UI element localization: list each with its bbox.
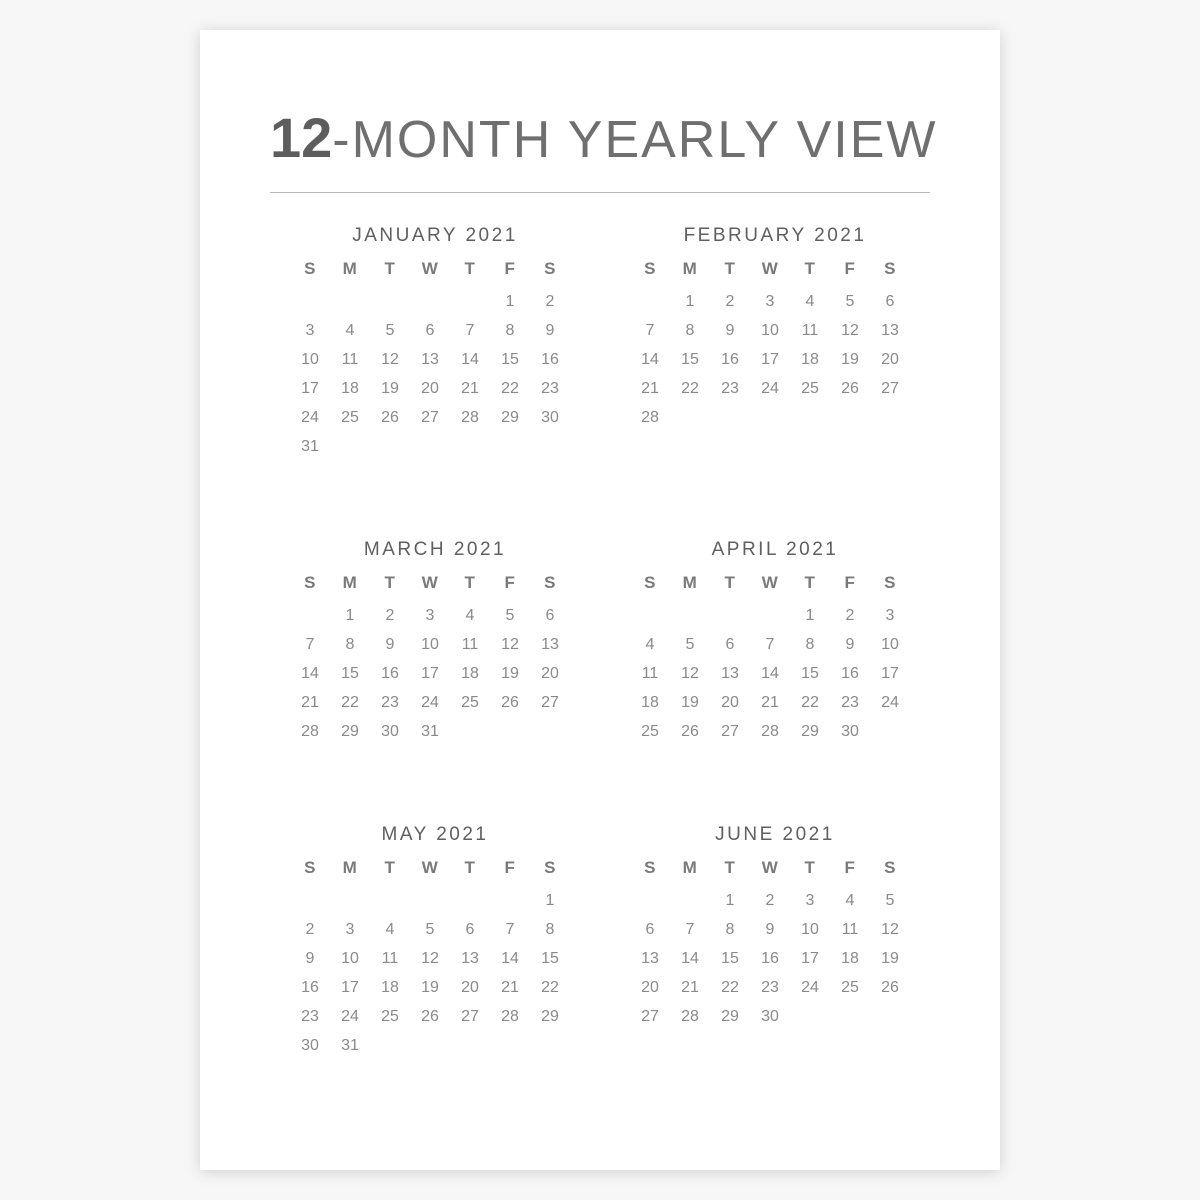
day-cell[interactable]: 26 bbox=[421, 1008, 439, 1025]
month-name: APRIL 2021 bbox=[711, 539, 839, 560]
months-grid bbox=[260, 225, 940, 1060]
weekday-header: T bbox=[464, 858, 476, 877]
days-grid bbox=[260, 287, 600, 461]
day-cell[interactable]: 7 bbox=[645, 322, 655, 339]
weekday-header: W bbox=[761, 858, 779, 877]
month-name: MARCH 2021 bbox=[363, 539, 507, 560]
day-cell[interactable]: 19 bbox=[841, 351, 859, 368]
day-cell[interactable]: 16 bbox=[301, 979, 319, 996]
title-label: -MONTH YEARLY VIEW bbox=[332, 111, 938, 169]
day-cell[interactable]: 15 bbox=[801, 665, 819, 682]
day-cell[interactable]: 4 bbox=[385, 921, 395, 938]
weekday-header: S bbox=[884, 573, 896, 592]
day-cell[interactable]: 2 bbox=[765, 892, 775, 909]
day-cell[interactable]: 7 bbox=[305, 636, 315, 653]
month-block bbox=[260, 824, 600, 1060]
day-cell[interactable]: 21 bbox=[501, 979, 519, 996]
day-cell[interactable]: 7 bbox=[505, 921, 515, 938]
month-name: FEBRUARY 2021 bbox=[683, 225, 867, 246]
day-cell-empty bbox=[710, 601, 750, 630]
weekday-header: T bbox=[804, 858, 816, 877]
day-cell[interactable]: 19 bbox=[681, 694, 699, 711]
weekday-header-row bbox=[260, 573, 600, 593]
month-block bbox=[600, 225, 940, 461]
weekday-header: S bbox=[304, 573, 316, 592]
month-block bbox=[600, 824, 940, 1060]
day-cell[interactable]: 6 bbox=[645, 921, 655, 938]
day-cell[interactable]: 10 bbox=[881, 636, 899, 653]
day-cell[interactable]: 9 bbox=[725, 322, 735, 339]
day-cell-empty bbox=[330, 287, 370, 316]
day-cell[interactable]: 26 bbox=[381, 409, 399, 426]
day-cell[interactable]: 17 bbox=[881, 665, 899, 682]
day-cell[interactable]: 17 bbox=[801, 950, 819, 967]
day-cell[interactable]: 4 bbox=[345, 322, 355, 339]
day-cell[interactable]: 28 bbox=[681, 1008, 699, 1025]
day-cell[interactable]: 31 bbox=[301, 438, 319, 455]
day-cell[interactable]: 11 bbox=[641, 665, 659, 682]
weekday-header: S bbox=[304, 858, 316, 877]
day-cell[interactable]: 28 bbox=[301, 723, 319, 740]
day-cell[interactable]: 25 bbox=[641, 723, 659, 740]
day-cell[interactable]: 4 bbox=[805, 293, 815, 310]
day-cell-empty bbox=[410, 886, 450, 915]
day-cell[interactable]: 12 bbox=[881, 921, 899, 938]
day-cell[interactable]: 5 bbox=[385, 322, 395, 339]
day-cell-empty bbox=[370, 886, 410, 915]
page-title bbox=[270, 105, 938, 170]
day-cell[interactable]: 9 bbox=[545, 322, 555, 339]
day-cell[interactable]: 29 bbox=[341, 723, 359, 740]
day-cell[interactable]: 30 bbox=[761, 1008, 779, 1025]
day-cell[interactable]: 19 bbox=[501, 665, 519, 682]
day-cell[interactable]: 16 bbox=[721, 351, 739, 368]
day-cell[interactable]: 27 bbox=[881, 380, 899, 397]
day-cell[interactable]: 13 bbox=[721, 665, 739, 682]
day-cell[interactable]: 10 bbox=[341, 950, 359, 967]
day-cell[interactable]: 19 bbox=[881, 950, 899, 967]
day-cell[interactable]: 22 bbox=[801, 694, 819, 711]
weekday-header: S bbox=[644, 858, 656, 877]
day-cell[interactable]: 2 bbox=[725, 293, 735, 310]
weekday-header: T bbox=[724, 259, 736, 278]
weekday-header: S bbox=[644, 259, 656, 278]
day-cell[interactable]: 11 bbox=[461, 636, 479, 653]
weekday-header-row bbox=[260, 858, 600, 878]
day-cell[interactable]: 25 bbox=[801, 380, 819, 397]
day-cell[interactable]: 9 bbox=[845, 636, 855, 653]
day-cell[interactable]: 7 bbox=[465, 322, 475, 339]
weekday-header-row bbox=[260, 259, 600, 279]
day-cell[interactable]: 5 bbox=[505, 607, 515, 624]
month-block bbox=[260, 225, 600, 461]
day-cell[interactable]: 25 bbox=[341, 409, 359, 426]
day-cell[interactable]: 6 bbox=[885, 293, 895, 310]
day-cell[interactable]: 16 bbox=[841, 665, 859, 682]
day-cell[interactable]: 22 bbox=[721, 979, 739, 996]
weekday-header: M bbox=[342, 573, 358, 592]
day-cell[interactable]: 24 bbox=[761, 380, 779, 397]
day-cell[interactable]: 25 bbox=[841, 979, 859, 996]
day-cell-empty bbox=[630, 287, 670, 316]
weekday-header: F bbox=[504, 858, 516, 877]
day-cell[interactable]: 24 bbox=[341, 1008, 359, 1025]
day-cell[interactable]: 2 bbox=[845, 607, 855, 624]
day-cell[interactable]: 1 bbox=[725, 892, 735, 909]
day-cell[interactable]: 14 bbox=[461, 351, 479, 368]
day-cell[interactable]: 30 bbox=[301, 1037, 319, 1054]
day-cell[interactable]: 27 bbox=[721, 723, 739, 740]
day-cell[interactable]: 11 bbox=[801, 322, 819, 339]
day-cell[interactable]: 15 bbox=[501, 351, 519, 368]
day-cell[interactable]: 14 bbox=[681, 950, 699, 967]
days-grid bbox=[260, 886, 600, 1060]
day-cell[interactable]: 15 bbox=[541, 950, 559, 967]
day-cell[interactable]: 23 bbox=[721, 380, 739, 397]
day-cell[interactable]: 11 bbox=[341, 351, 359, 368]
day-cell[interactable]: 16 bbox=[541, 351, 559, 368]
day-cell[interactable]: 12 bbox=[501, 636, 519, 653]
day-cell[interactable]: 20 bbox=[641, 979, 659, 996]
weekday-header: S bbox=[544, 858, 556, 877]
day-cell[interactable]: 10 bbox=[301, 351, 319, 368]
day-cell[interactable]: 8 bbox=[505, 322, 515, 339]
day-cell-empty bbox=[630, 886, 670, 915]
day-cell-empty bbox=[330, 886, 370, 915]
day-cell[interactable]: 11 bbox=[841, 921, 859, 938]
day-cell-empty bbox=[410, 287, 450, 316]
day-cell[interactable]: 6 bbox=[425, 322, 435, 339]
weekday-header: M bbox=[682, 573, 698, 592]
day-cell[interactable]: 29 bbox=[801, 723, 819, 740]
days-grid bbox=[260, 601, 600, 746]
day-cell[interactable]: 18 bbox=[341, 380, 359, 397]
day-cell-empty bbox=[630, 601, 670, 630]
day-cell[interactable]: 25 bbox=[461, 694, 479, 711]
days-grid bbox=[600, 287, 940, 432]
day-cell[interactable]: 18 bbox=[381, 979, 399, 996]
day-cell[interactable]: 4 bbox=[465, 607, 475, 624]
day-cell[interactable]: 2 bbox=[545, 293, 555, 310]
title-text bbox=[270, 105, 938, 170]
day-cell[interactable]: 25 bbox=[381, 1008, 399, 1025]
day-cell[interactable]: 29 bbox=[501, 409, 519, 426]
month-block bbox=[260, 539, 600, 746]
day-cell[interactable]: 8 bbox=[805, 636, 815, 653]
day-cell[interactable]: 26 bbox=[501, 694, 519, 711]
weekday-header: T bbox=[804, 573, 816, 592]
day-cell-empty bbox=[290, 287, 330, 316]
day-cell[interactable]: 28 bbox=[641, 409, 659, 426]
day-cell[interactable]: 19 bbox=[381, 380, 399, 397]
day-cell[interactable]: 7 bbox=[765, 636, 775, 653]
day-cell[interactable]: 6 bbox=[465, 921, 475, 938]
day-cell[interactable]: 6 bbox=[725, 636, 735, 653]
weekday-header: F bbox=[844, 858, 856, 877]
day-cell[interactable]: 9 bbox=[305, 950, 315, 967]
weekday-header: W bbox=[761, 259, 779, 278]
day-cell[interactable]: 28 bbox=[501, 1008, 519, 1025]
day-cell[interactable]: 7 bbox=[685, 921, 695, 938]
day-cell[interactable]: 18 bbox=[461, 665, 479, 682]
day-cell[interactable]: 22 bbox=[341, 694, 359, 711]
day-cell[interactable]: 3 bbox=[805, 892, 815, 909]
day-cell[interactable]: 18 bbox=[641, 694, 659, 711]
day-cell[interactable]: 23 bbox=[761, 979, 779, 996]
day-cell[interactable]: 15 bbox=[681, 351, 699, 368]
day-cell[interactable]: 19 bbox=[421, 979, 439, 996]
day-cell[interactable]: 21 bbox=[681, 979, 699, 996]
day-cell[interactable]: 14 bbox=[501, 950, 519, 967]
day-cell[interactable]: 21 bbox=[641, 380, 659, 397]
day-cell[interactable]: 3 bbox=[425, 607, 435, 624]
day-cell[interactable]: 24 bbox=[301, 409, 319, 426]
weekday-header: T bbox=[804, 259, 816, 278]
weekday-header: T bbox=[724, 858, 736, 877]
day-cell[interactable]: 11 bbox=[381, 950, 399, 967]
day-cell[interactable]: 17 bbox=[761, 351, 779, 368]
weekday-header: S bbox=[884, 858, 896, 877]
weekday-header-row bbox=[600, 858, 940, 878]
day-cell[interactable]: 29 bbox=[721, 1008, 739, 1025]
day-cell-empty bbox=[450, 287, 490, 316]
day-cell[interactable]: 23 bbox=[841, 694, 859, 711]
weekday-header: M bbox=[342, 858, 358, 877]
day-cell[interactable]: 30 bbox=[841, 723, 859, 740]
day-cell-empty bbox=[670, 886, 710, 915]
day-cell[interactable]: 27 bbox=[541, 694, 559, 711]
day-cell[interactable]: 17 bbox=[341, 979, 359, 996]
day-cell[interactable]: 24 bbox=[801, 979, 819, 996]
day-cell[interactable]: 31 bbox=[341, 1037, 359, 1054]
day-cell[interactable]: 17 bbox=[301, 380, 319, 397]
day-cell[interactable]: 14 bbox=[301, 665, 319, 682]
day-cell[interactable]: 1 bbox=[685, 293, 695, 310]
day-cell[interactable]: 14 bbox=[641, 351, 659, 368]
weekday-header: W bbox=[761, 573, 779, 592]
day-cell[interactable]: 5 bbox=[885, 892, 895, 909]
weekday-header: F bbox=[504, 573, 516, 592]
day-cell-empty bbox=[450, 886, 490, 915]
day-cell[interactable]: 3 bbox=[765, 293, 775, 310]
weekday-header: M bbox=[682, 259, 698, 278]
day-cell[interactable]: 18 bbox=[801, 351, 819, 368]
weekday-header: F bbox=[844, 259, 856, 278]
day-cell[interactable]: 4 bbox=[845, 892, 855, 909]
day-cell[interactable]: 2 bbox=[305, 921, 315, 938]
day-cell[interactable]: 30 bbox=[381, 723, 399, 740]
day-cell[interactable]: 10 bbox=[421, 636, 439, 653]
calendar-sheet bbox=[200, 30, 1000, 1170]
day-cell[interactable]: 10 bbox=[801, 921, 819, 938]
day-cell[interactable]: 14 bbox=[761, 665, 779, 682]
weekday-header: M bbox=[682, 858, 698, 877]
day-cell[interactable]: 26 bbox=[881, 979, 899, 996]
day-cell[interactable]: 23 bbox=[381, 694, 399, 711]
day-cell[interactable]: 13 bbox=[641, 950, 659, 967]
day-cell[interactable]: 20 bbox=[421, 380, 439, 397]
day-cell[interactable]: 12 bbox=[421, 950, 439, 967]
day-cell[interactable]: 3 bbox=[345, 921, 355, 938]
day-cell[interactable]: 20 bbox=[881, 351, 899, 368]
day-cell[interactable]: 20 bbox=[721, 694, 739, 711]
weekday-header: S bbox=[304, 259, 316, 278]
day-cell[interactable]: 27 bbox=[421, 409, 439, 426]
days-grid bbox=[600, 601, 940, 746]
day-cell[interactable]: 23 bbox=[301, 1008, 319, 1025]
day-cell[interactable]: 1 bbox=[505, 293, 515, 310]
day-cell[interactable]: 15 bbox=[721, 950, 739, 967]
day-cell[interactable]: 13 bbox=[461, 950, 479, 967]
day-cell[interactable]: 8 bbox=[345, 636, 355, 653]
weekday-header: F bbox=[844, 573, 856, 592]
day-cell[interactable]: 1 bbox=[805, 607, 815, 624]
day-cell-empty bbox=[370, 287, 410, 316]
day-cell[interactable]: 4 bbox=[645, 636, 655, 653]
month-name: JUNE 2021 bbox=[715, 824, 835, 845]
day-cell[interactable]: 12 bbox=[841, 322, 859, 339]
day-cell[interactable]: 24 bbox=[421, 694, 439, 711]
weekday-header: T bbox=[464, 573, 476, 592]
day-cell[interactable]: 21 bbox=[461, 380, 479, 397]
day-cell-empty bbox=[290, 601, 330, 630]
month-name: MAY 2021 bbox=[381, 824, 489, 845]
day-cell-empty bbox=[750, 601, 790, 630]
weekday-header: W bbox=[421, 573, 439, 592]
day-cell[interactable]: 9 bbox=[385, 636, 395, 653]
day-cell[interactable]: 21 bbox=[301, 694, 319, 711]
day-cell[interactable]: 23 bbox=[541, 380, 559, 397]
weekday-header: S bbox=[544, 573, 556, 592]
title-divider bbox=[270, 192, 930, 193]
day-cell[interactable]: 3 bbox=[305, 322, 315, 339]
day-cell[interactable]: 3 bbox=[885, 607, 895, 624]
weekday-header: T bbox=[464, 259, 476, 278]
day-cell[interactable]: 17 bbox=[421, 665, 439, 682]
weekday-header: S bbox=[884, 259, 896, 278]
day-cell[interactable]: 12 bbox=[381, 351, 399, 368]
day-cell[interactable]: 9 bbox=[765, 921, 775, 938]
day-cell[interactable]: 20 bbox=[541, 665, 559, 682]
day-cell[interactable]: 13 bbox=[541, 636, 559, 653]
days-grid bbox=[600, 886, 940, 1031]
day-cell[interactable]: 8 bbox=[545, 921, 555, 938]
day-cell[interactable]: 27 bbox=[461, 1008, 479, 1025]
day-cell[interactable]: 1 bbox=[345, 607, 355, 624]
day-cell[interactable]: 26 bbox=[681, 723, 699, 740]
day-cell[interactable]: 5 bbox=[685, 636, 695, 653]
day-cell[interactable]: 5 bbox=[845, 293, 855, 310]
day-cell[interactable]: 13 bbox=[881, 322, 899, 339]
weekday-header: S bbox=[544, 259, 556, 278]
month-block bbox=[600, 539, 940, 746]
weekday-header: T bbox=[384, 259, 396, 278]
day-cell[interactable]: 5 bbox=[425, 921, 435, 938]
day-cell[interactable]: 27 bbox=[641, 1008, 659, 1025]
day-cell[interactable]: 2 bbox=[385, 607, 395, 624]
day-cell[interactable]: 18 bbox=[841, 950, 859, 967]
day-cell[interactable]: 30 bbox=[541, 409, 559, 426]
day-cell[interactable]: 13 bbox=[421, 351, 439, 368]
day-cell[interactable]: 16 bbox=[761, 950, 779, 967]
day-cell[interactable]: 8 bbox=[685, 322, 695, 339]
day-cell[interactable]: 16 bbox=[381, 665, 399, 682]
weekday-header-row bbox=[600, 259, 940, 279]
day-cell[interactable]: 1 bbox=[545, 892, 555, 909]
day-cell[interactable]: 6 bbox=[545, 607, 555, 624]
day-cell[interactable]: 22 bbox=[501, 380, 519, 397]
day-cell[interactable]: 28 bbox=[461, 409, 479, 426]
weekday-header-row bbox=[600, 573, 940, 593]
weekday-header: S bbox=[644, 573, 656, 592]
weekday-header: T bbox=[384, 858, 396, 877]
month-name: JANUARY 2021 bbox=[352, 225, 518, 246]
day-cell[interactable]: 20 bbox=[461, 979, 479, 996]
day-cell[interactable]: 26 bbox=[841, 380, 859, 397]
weekday-header: F bbox=[504, 259, 516, 278]
day-cell[interactable]: 15 bbox=[341, 665, 359, 682]
weekday-header: W bbox=[421, 858, 439, 877]
day-cell[interactable]: 21 bbox=[761, 694, 779, 711]
weekday-header: T bbox=[724, 573, 736, 592]
day-cell[interactable]: 12 bbox=[681, 665, 699, 682]
day-cell-empty bbox=[290, 886, 330, 915]
weekday-header: W bbox=[421, 259, 439, 278]
day-cell[interactable]: 29 bbox=[541, 1008, 559, 1025]
day-cell[interactable]: 10 bbox=[761, 322, 779, 339]
day-cell[interactable]: 28 bbox=[761, 723, 779, 740]
day-cell[interactable]: 24 bbox=[881, 694, 899, 711]
day-cell-empty bbox=[670, 601, 710, 630]
title-number: 12 bbox=[270, 106, 333, 169]
weekday-header: M bbox=[342, 259, 358, 278]
weekday-header: T bbox=[384, 573, 396, 592]
day-cell-empty bbox=[490, 886, 530, 915]
day-cell[interactable]: 31 bbox=[421, 723, 439, 740]
day-cell[interactable]: 8 bbox=[725, 921, 735, 938]
day-cell[interactable]: 22 bbox=[541, 979, 559, 996]
day-cell[interactable]: 22 bbox=[681, 380, 699, 397]
